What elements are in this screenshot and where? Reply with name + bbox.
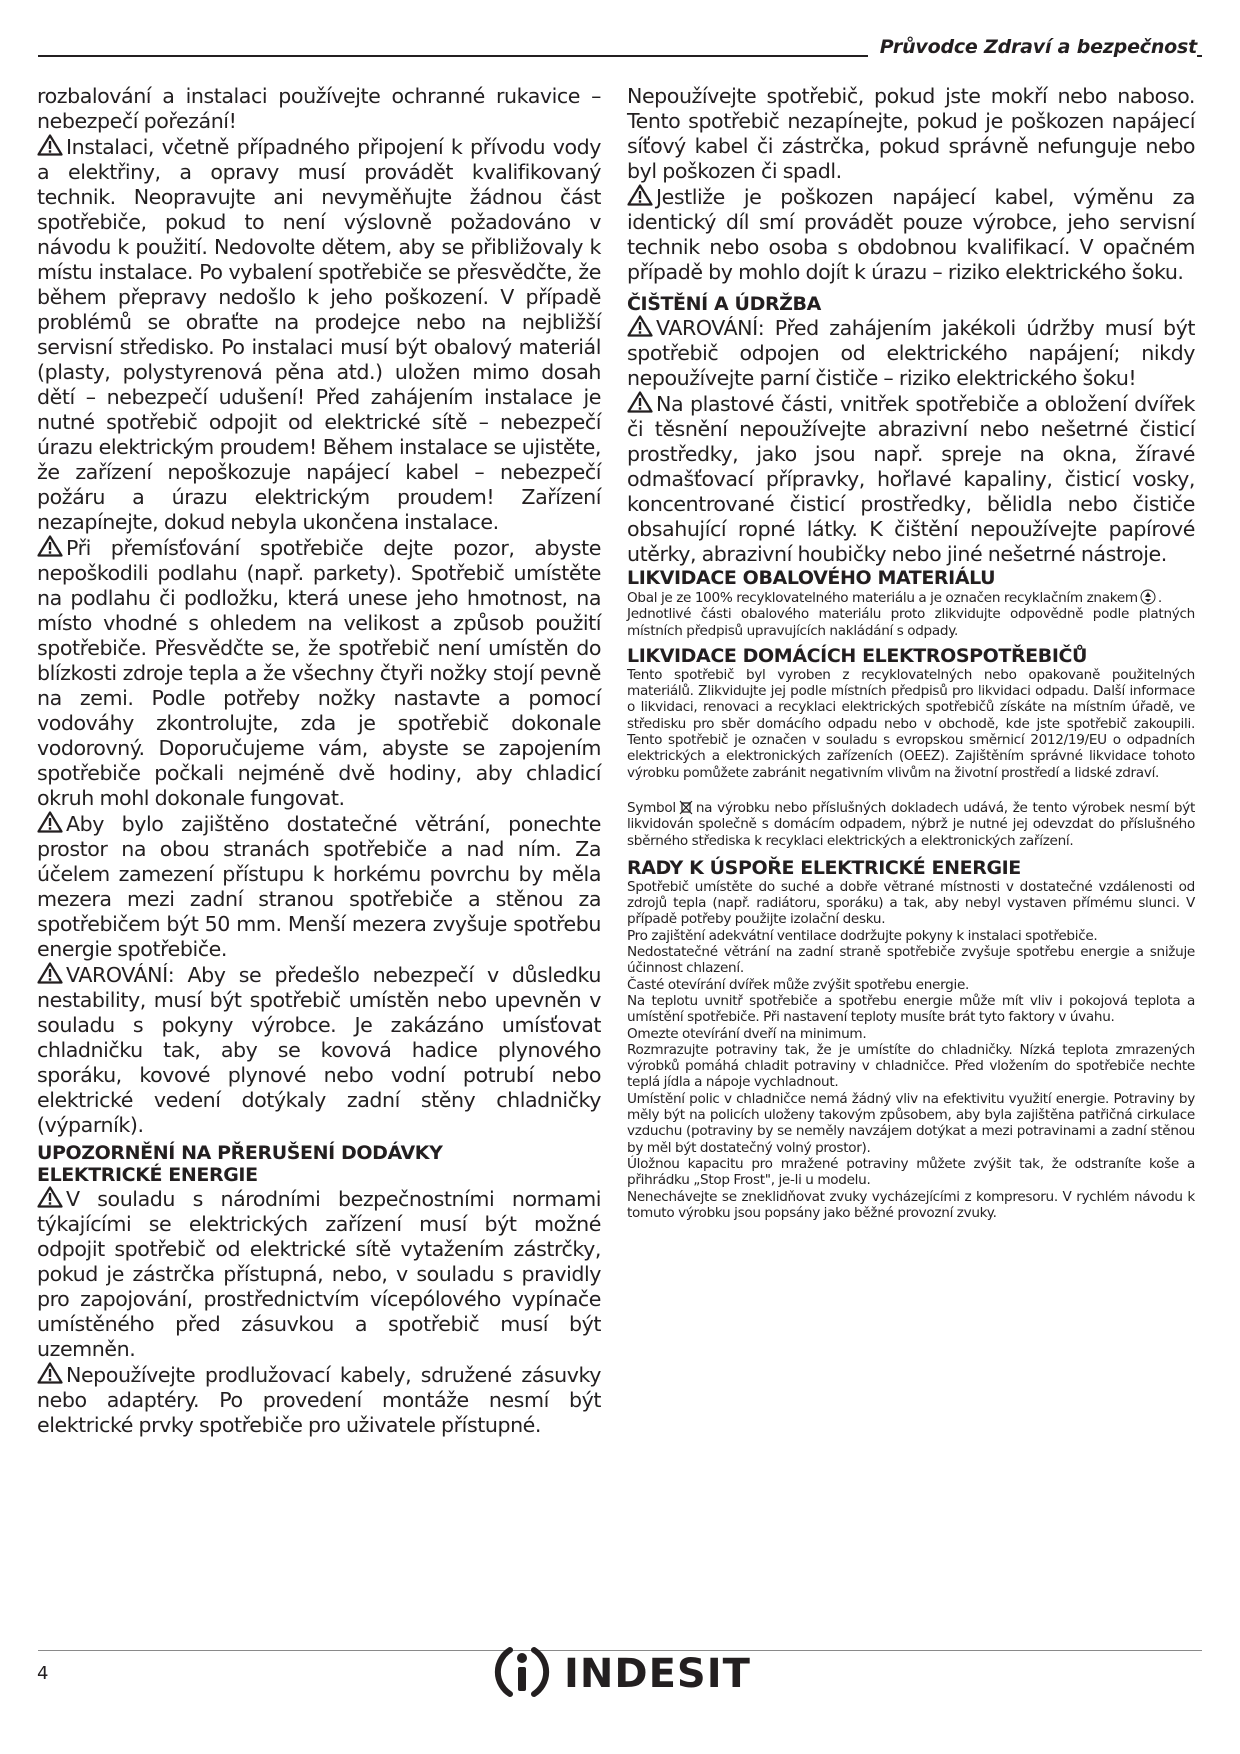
warning-icon [627, 391, 653, 413]
paragraph-installation: Instalaci, včetně případného připojení k přívodu vody a elektřiny, a opravy musí provádět kvalifikovaný technik. Neopravujte ani nevyměňujte žádnou část spotřebiče, pokud to není výslovně požadováno v návodu k použití. Nedovolte dětem, aby se přibližovaly k místu instalace. Po vybalení spotřebiče se přesvědčte, že během přepravy nedošlo k jeho poškození. V případě problémů se obraťte na prodejce nebo na nejbližší servisní středisko. Po instalaci musí být obalový materiál (plasty, polystyrenová pěna atd.) uložen mimo dosah dětí – nebezpečí udušení! Před zahájením instalace je nutné spotřebič odpojit od elektrické sítě – nebezpečí úrazu elektrickým proudem! Během instalace se ujistěte, že zařízení nepoškozuje napájecí kabel – nebezpečí požáru a úrazu elektrickým proudem! Zařízení nezapínejte, dokud nebyla ukončena instalace. [37, 135, 601, 534]
indesit-logo-mark-icon [490, 1640, 554, 1708]
page-header-title: Průvodce Zdraví a bezpečnost [868, 36, 1197, 58]
heading-cleaning: ČIŠTĚNÍ A ÚDRŽBA [627, 293, 821, 315]
paragraph-weee: Tento spotřebič byl vyroben z recyklovatelných nebo opakovaně použitelných materiálů. Zlikvidujte jej podle místních předpisů pro likvidaci odpadu. Další informace o likvidaci, renovaci a recyklaci elektrických spotřebičů získáte na místním úřadě, ve středisku pro sběr domácího odpadu nebo v obchodě, kde jste spotřebič zakoupili. Tento spotřebič je označen v souladu s evropskou směrnicí 2012/19/EU o odpadních elektrických a elektronických zařízeních (OEEZ). Zajištěním správné likvidace tohoto výrobku pomůžete zabránit negativním vlivům na životní prostředí a lidské zdraví. [627, 666, 1195, 781]
warning-icon [37, 1362, 63, 1384]
paragraph-wet-hands: Nepoužívejte spotřebič, pokud jste mokří nebo naboso. Tento spotřebič nezapínejte, pokud je poškozen napájecí síťový kabel či zástrčka, pokud správně nefunguje nebo byl poškozen či spadl. [627, 84, 1195, 183]
right-column [627, 84, 1195, 1221]
heading-power-disconnect-line2: ELEKTRICKÉ ENERGIE [37, 1164, 258, 1186]
paragraph-disconnect: V souladu s národními bezpečnostními normami týkajícími se elektrických zařízení musí být možné odpojit spotřebič od elektrické sítě vytažením zástrčky, pokud je zástrčka přístupná, nebo, v souladu s pravidly pro zapojování, prostřednictvím vícepólového vypínače umístěného před zásuvkou a spotřebič musí být uzemněn. [37, 1187, 601, 1361]
warning-icon [37, 811, 63, 833]
paragraph-extension-cables: Nepoužívejte prodlužovací kabely, sdružené zásuvky nebo adaptéry. Po provedení montáže nesmí být elektrické prvky spotřebiče pro uživatele přístupné. [37, 1363, 601, 1437]
heading-power-disconnect-line1: UPOZORNĚNÍ NA PŘERUŠENÍ DODÁVKY [37, 1142, 443, 1164]
heading-weee: LIKVIDACE DOMÁCÍCH ELEKTROSPOTŘEBIČŮ [627, 644, 1088, 667]
energy-tip: Časté otevírání dvířek může zvýšit spotřebu energie. [627, 976, 970, 993]
recycling-icon [1140, 589, 1156, 605]
paragraph-cleaning-warning: VAROVÁNÍ: Před zahájením jakékoli údržby musí být spotřebič odpojen od elektrického napájení; nikdy nepoužívejte parní čističe – riziko elektrického šoku! [627, 316, 1195, 390]
crossed-bin-icon [678, 799, 694, 815]
energy-tip: Omezte otevírání dveří na minimum. [627, 1025, 867, 1042]
paragraph-damaged-cable: Jestliže je poškozen napájecí kabel, výměnu za identický díl smí provádět pouze výrobce, jeho servisní technik nebo osoba s obdobnou kvalifikací. V opačném případě by mohlo dojít k úrazu – riziko elektrického šoku. [627, 185, 1195, 284]
energy-tip: Pro zajištění adekvátní ventilace dodržujte pokyny k instalaci spotřebiče. [627, 927, 1098, 944]
paragraph-gloves: rozbalování a instalaci používejte ochranné rukavice – nebezpečí pořezání! [37, 84, 601, 133]
paragraph-packaging-recyclable: Obal je ze 100% recyklovatelného materiálu a je označen recyklačním znakem . [627, 590, 1162, 606]
left-column [37, 84, 601, 1438]
heading-packaging: LIKVIDACE OBALOVÉHO MATERIÁLU [627, 567, 996, 589]
energy-tip: Spotřebič umístěte do suché a dobře větrané místnosti v dostatečné vzdálenosti od zdrojů tepla (např. radiátoru, sporáku) a tak, aby nebyl vystaven přímému slunci. V případě potřeby použijte izolační desku. [627, 878, 1195, 928]
warning-icon [37, 134, 63, 156]
paragraph-ventilation: Aby bylo zajištěno dostatečné větrání, ponechte prostor na obou stranách spotřebiče a nad ním. Za účelem zamezení přístupu k horkému povrchu by měla mezera mezi zadní stranou spotřebiče a stěnou za spotřebičem být 50 mm. Menší mezera zvyšuje spotřebu energie spotřebiče. [37, 812, 601, 961]
warning-icon [37, 535, 63, 557]
brand-name: INDESIT [564, 1651, 751, 1697]
warning-icon [627, 184, 653, 206]
paragraph-weee-symbol: Symbol na výrobku nebo příslušných dokladech udává, že tento výrobek nesmí být likvidován společně s domácím odpadem, nýbrž je nutné jej odevzdat do příslušného sběrného střediska k recyklaci elektrických a elektronických zařízení. [627, 799, 1195, 849]
warning-icon [627, 315, 653, 337]
energy-tip: Rozmrazujte potraviny tak, že je umístíte do chladničky. Nízká teplota zmrazených výrobků pomáhá chladit potraviny v chladničce. Před vložením do spotřebiče nechte teplá jídla a nápoje vychladnout. [627, 1041, 1195, 1091]
indesit-logo [490, 1640, 751, 1708]
warning-icon [37, 962, 63, 984]
energy-tip: Nedostatečné větrání na zadní straně spotřebiče zvyšuje spotřebu energie a snižuje účinnost chlazení. [627, 944, 1195, 977]
warning-icon [37, 1186, 63, 1208]
paragraph-packaging-disposal: Jednotlivé části obalového materiálu proto zlikvidujte odpovědně podle platných místních předpisů upravujících nakládání s odpady. [627, 606, 1195, 639]
energy-tip: Umístění polic v chladničce nemá žádný vliv na efektivitu využití energie. Potraviny by měly být na policích uloženy takovým způsobem, aby byla zajištěna patřičná cirkulace vzduchu (potraviny by se neměly navzájem dotýkat a mezi potravinami a zadní stěnou by měl být dostatečný volný prostor). [627, 1090, 1195, 1156]
energy-tip: Nenechávejte se zneklidňovat zvuky vycházejícími z kompresoru. V rychlém návodu k tomuto výrobku jsou popsány jako běžné provozní zvuky. [627, 1188, 1195, 1221]
paragraph-moving: Při přemísťování spotřebiče dejte pozor, abyste nepoškodili podlahu (např. parkety). Spotřebič umístěte na podlahu či podložku, která unese jeho hmotnost, na místo vhodné s ohledem na velikost a způsob použití spotřebiče. Přesvědčte se, že spotřebič není umístěn do blízkosti zdroje tepla a že všechny čtyři nožky stojí pevně na zemi. Podle potřeby nožky nastavte a pomocí vodováhy zkontrolujte, zda je spotřebič dokonale vodorovný. Doporučujeme vám, abyste se zapojením spotřebiče počkali nejméně dvě hodiny, aby chladicí okruh mohl dokonale fungovat. [37, 536, 601, 810]
energy-tip: Na teplotu uvnitř spotřebiče a spotřebu energie může mít vliv i pokojová teplota a umístění spotřebiče. Při nastavení teploty musíte brát tyto faktory v úvahu. [627, 992, 1195, 1026]
page-number: 4 [37, 1663, 49, 1684]
paragraph-abrasives: Na plastové části, vnitřek spotřebiče a obložení dvířek či těsnění nepoužívejte abrazivní nebo nešetrné čisticí prostředky, jako jsou např. spreje na okna, žíravé odmašťovací přípravky, hořlavé kapaliny, čisticí vosky, koncentrované čisticí prostředky, bělidla nebo čističe obsahující ropné látky. K čištění nepoužívejte papírové utěrky, abrazivní houbičky nebo jiné nešetrné nástroje. [627, 392, 1195, 566]
heading-energy-saving: RADY K ÚSPOŘE ELEKTRICKÉ ENERGIE [627, 856, 1021, 879]
energy-tip: Úložnou kapacitu pro mražené potraviny můžete zvýšit tak, že odstraníte koše a přihrádku „Stop Frost", je-li u modelu. [627, 1155, 1195, 1189]
paragraph-stability-warning: VAROVÁNÍ: Aby se předešlo nebezpečí v důsledku nestability, musí být spotřebič umístěn nebo upevněn v souladu s pokyny výrobce. Je zakázáno umísťovat chladničku tak, aby se kovová hadice plynového sporáku, kovové plynové nebo vodní potrubí nebo elektrické vedení dotýkaly zadní stěny chladničky (výparník). [37, 963, 601, 1137]
